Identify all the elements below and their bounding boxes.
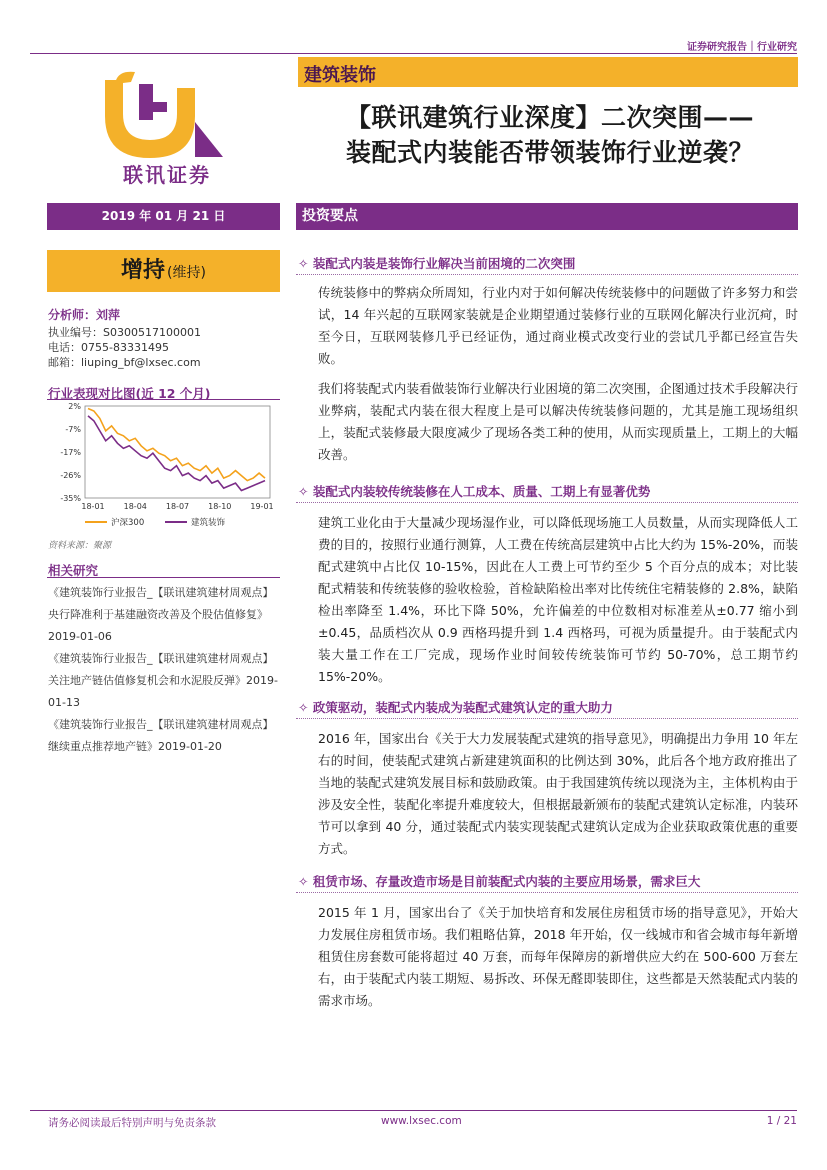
disclaimer-link[interactable]: 请务必阅读最后特别声明与免责条款: [48, 1117, 216, 1129]
x-tick-label: 19-01: [250, 502, 274, 511]
x-tick-label: 18-10: [208, 502, 232, 511]
rating-badge: [47, 250, 280, 292]
paragraph: 2015 年 1 月，国家出台了《关于加快培育和发展住房租赁市场的指导意见》，开始大力发展住房租赁市场。我们粗略估算，2018 年开始，仅一线城市和省会城市每年新增租赁住房套数可能将超过 40 万套，而每年保障房的新增供应大约在 500-600 万套左右，由于装配式内装工期短、易拆改、环保无醛即装即住，这些都是天然装配式内装的需求市场。: [318, 905, 798, 1008]
related-item[interactable]: 《建筑装饰行业报告_【联讯建筑建材周观点】关注地产链估值修复机会和水泥股反弹》2019-01-13: [48, 652, 278, 709]
x-tick-label: 18-07: [165, 502, 190, 511]
rating-value: 增持: [121, 258, 166, 283]
series-line: [88, 409, 265, 481]
section-rule: [296, 892, 798, 893]
related-item[interactable]: 《建筑装饰行业报告_【联讯建筑建材周观点】继续重点推荐地产链》2019-01-20: [48, 718, 274, 753]
y-tick-label: -17%: [60, 448, 81, 457]
paragraph: 2016 年，国家出台《关于大力发展装配式建筑的指导意见》，明确提出力争用 10 年左右的时间，使装配式建筑占新建建筑面积的比例达到 30%，此后各个地方政府推出了当地的装配式建筑发展目标和鼓励政策。由于我国建筑传统以现浇为主，主体机构由于涉及安全性，装配化率提升难度较大，但根据最新颁布的装配式建筑认定标准，内装环节可以拿到 40 分，通过装配式内装实现装配式建筑认定成为企业获取政策优惠的重要方式。: [318, 731, 798, 856]
chart-heading: 行业表现对比图(近 12 个月): [48, 386, 211, 401]
x-tick-label: 18-04: [123, 502, 147, 511]
paragraph: 建筑工业化由于大量减少现场湿作业，可以降低现场施工人员数量，从而实现降低人工费的目的，按照行业通行测算，人工费在传统高层建筑中占比大约为 15%-20%，而装配式建筑中占比仅 10-15%，因此在人工费上可节约至少 5 个百分点的成本；对比装配式精装和传统装修的验收检验，首检缺陷检出率对比传统住宅精装修的 2.8%，缺陷检出率降至 1.4%，环比下降 50%，允许偏差的中位数相对标准差从±0.77 缩小到±0.45，品质档次从 0.9 西格玛提升到 1.4 西格玛，可视为质量提升。由于装配式内装大量工作在工厂完成，现场作业时间较传统装饰可节约 50-70%，总工期节约 15%-20%。: [318, 515, 798, 684]
website-link[interactable]: www.lxsec.com: [381, 1115, 462, 1127]
y-tick-label: 2%: [68, 402, 81, 411]
logo-mark-icon: [95, 62, 240, 187]
header-rule: [30, 53, 797, 54]
legend-label: 沪深300: [111, 518, 145, 528]
performance-chart: [47, 400, 280, 530]
report-title: [300, 100, 800, 170]
sector-banner: [298, 57, 798, 87]
analyst-email: 邮箱：liuping_bf@lxsec.com: [48, 356, 201, 369]
rating-note: (维持): [167, 265, 206, 281]
paragraph: 传统装修中的弊病众所周知，行业内对于如何解决传统装修中的问题做了许多努力和尝试，14 年兴起的互联网家装就是企业期望通过装修行业的互联网化解决行业沉疴，时至今日，互联网装修几乎已经证伪，通过商业模式改变行业的尝试几乎都已经宣告失败。: [318, 285, 798, 366]
section-rule: [296, 718, 798, 719]
report-date: 2019 年 01 月 21 日: [47, 203, 280, 230]
title-line-2: 装配式内装能否带领装饰行业逆袭？: [345, 138, 754, 167]
section-heading: ✧ 装配式内装是装饰行业解决当前困境的二次突围: [298, 256, 576, 271]
sector-label: 建筑装饰: [304, 65, 376, 86]
report-type-label: 证券研究报告｜行业研究: [687, 42, 797, 53]
legend-label: 建筑装饰: [191, 518, 226, 528]
analyst-phone: 电话：0755-83331495: [48, 341, 169, 354]
related-heading-rule: [47, 577, 280, 578]
section-rule: [296, 274, 798, 275]
section-heading: ✧ 装配式内装较传统装修在人工成本、质量、工期上有显著优势: [298, 484, 651, 499]
logo-text: 联讯证券: [123, 163, 211, 187]
x-tick-label: 18-01: [81, 502, 105, 511]
related-heading: 相关研究: [48, 563, 99, 578]
analyst-license: 执业编号：S0300517100001: [48, 326, 201, 339]
page-number: 1 / 21: [766, 1115, 797, 1127]
related-research-list: [48, 582, 280, 758]
performance-chart-svg: [47, 400, 280, 530]
section-title: 投资要点: [296, 203, 798, 230]
paragraph: 我们将装配式内装看做装饰行业解决行业困境的第二次突围，企图通过技术手段解决行业弊病，装配式内装在很大程度上是可以解决传统装修问题的，尤其是施工现场组织上，装配式装修最大限度减少了现场各类工种的使用，从而实现质量上，工期上的大幅改善。: [318, 381, 798, 462]
y-tick-label: -35%: [60, 494, 81, 503]
series-line: [88, 416, 265, 491]
chart-source: 资料来源：聚源: [48, 541, 112, 551]
title-line-1: 【联讯建筑行业深度】二次突围——: [345, 103, 754, 132]
related-item[interactable]: 《建筑装饰行业报告_【联讯建筑建材周观点】央行降准利于基建融资改善及个股估值修复》2019-01-06: [48, 586, 274, 643]
section-rule: [296, 502, 798, 503]
company-logo: [95, 62, 240, 187]
section-heading: ✧ 政策驱动，装配式内装成为装配式建筑认定的重大助力: [298, 700, 613, 715]
footer-rule: [30, 1110, 797, 1111]
section-heading: ✧ 租赁市场、存量改造市场是目前装配式内装的主要应用场景，需求巨大: [298, 874, 701, 889]
plot-frame: [85, 406, 270, 498]
analyst-name: 分析师：刘萍: [48, 308, 121, 322]
y-tick-label: -7%: [65, 425, 81, 434]
y-tick-label: -26%: [60, 471, 81, 480]
